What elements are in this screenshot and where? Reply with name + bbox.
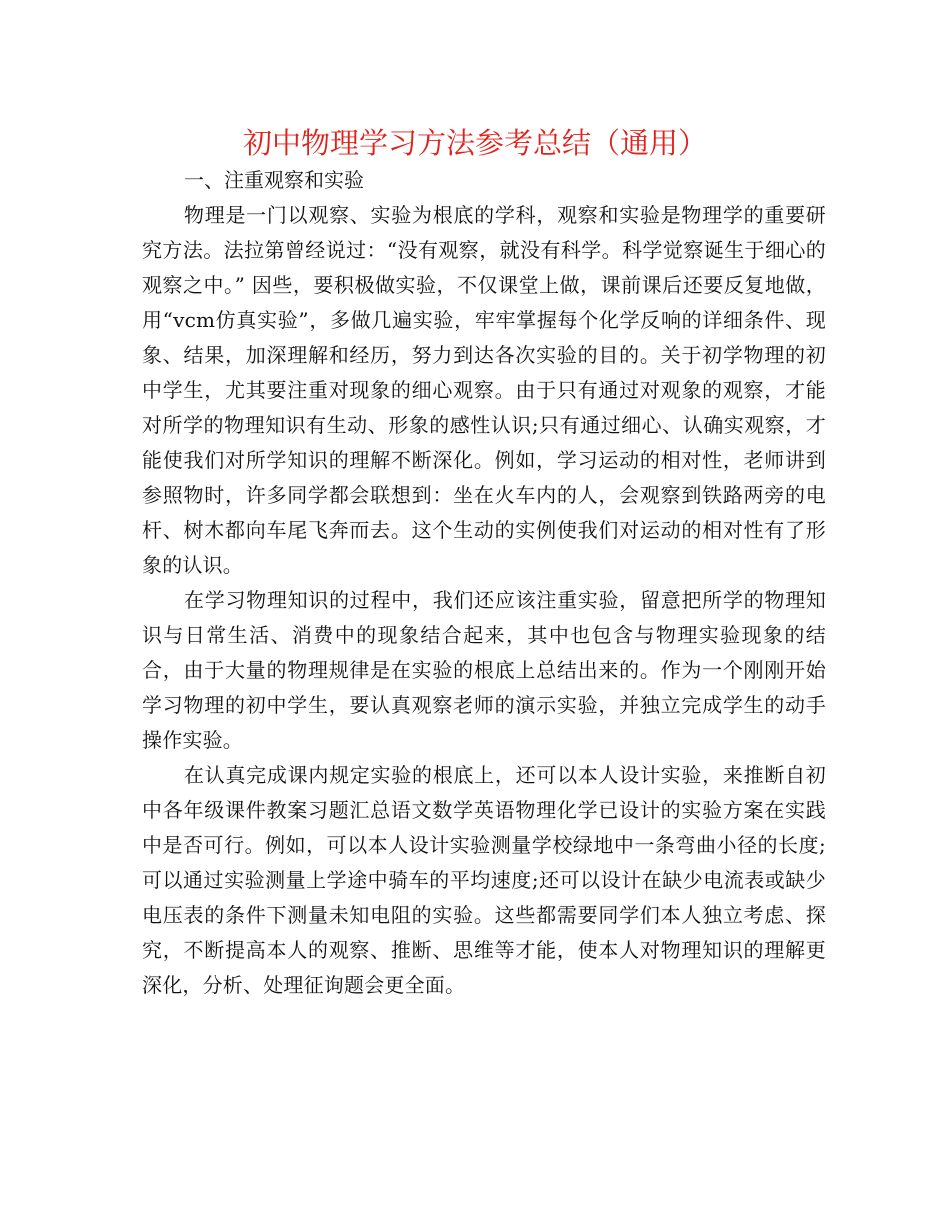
document-title: 初中物理学习方法参考总结（通用） — [242, 126, 707, 160]
paragraph-3: 在认真完成课内规定实验的根底上，还可以本人设计实验，来推断自初中各年级课件教案习题汇总语文数学英语物理化学已设计的实验方案在实践中是否可行。例如，可以本人设计实验测量学校绿地中一条弯曲小径的长度;可以通过实验测量上学途中骑车的平均速度;还可以设计在缺少电流表或缺少电压表的条件下测量未知电阻的实验。这些都需要同学们本人独立考虑、探究，不断提高本人的观察、推断、思维等才能，使本人对物理知识的理解更深化，分析、处理征询题会更全面。 — [142, 763, 826, 997]
document-body — [142, 163, 826, 1003]
section-heading: 一、注重观察和实验 — [184, 168, 364, 192]
paragraph-1: 物理是一门以观察、实验为根底的学科，观察和实验是物理学的重要研究方法。法拉第曾经说过：“没有观察，就没有科学。科学觉察诞生于细心的观察之中。” 因些，要积极做实验，不仅课堂上做，课前课后还要反复地做，用“vcm仿真实验”，多做几遍实验，牢牢掌握每个化学反响的详细条件、现象、结果，加深理解和经历，努力到达各次实验的目的。关于初学物理的初中学生，尤其要注重对现象的细心观察。由于只有通过对观象的观察，才能对所学的物理知识有生动、形象的感性认识;只有通过细心、认确实观察，才能使我们对所学知识的理解不断深化。例如，学习运动的相对性，老师讲到参照物时，许多同学都会联想到：坐在火车内的人，会观察到铁路两旁的电杆、树木都向车尾飞奔而去。这个生动的实例使我们对运动的相对性有了形象的认识。 — [142, 203, 826, 577]
paragraph-2: 在学习物理知识的过程中，我们还应该注重实验，留意把所学的物理知识与日常生活、消费中的现象结合起来，其中也包含与物理实验现象的结合，由于大量的物理规律是在实验的根底上总结出来的。作为一个刚刚开始学习物理的初中学生，要认真观察老师的演示实验，并独立完成学生的动手操作实验。 — [142, 588, 826, 752]
